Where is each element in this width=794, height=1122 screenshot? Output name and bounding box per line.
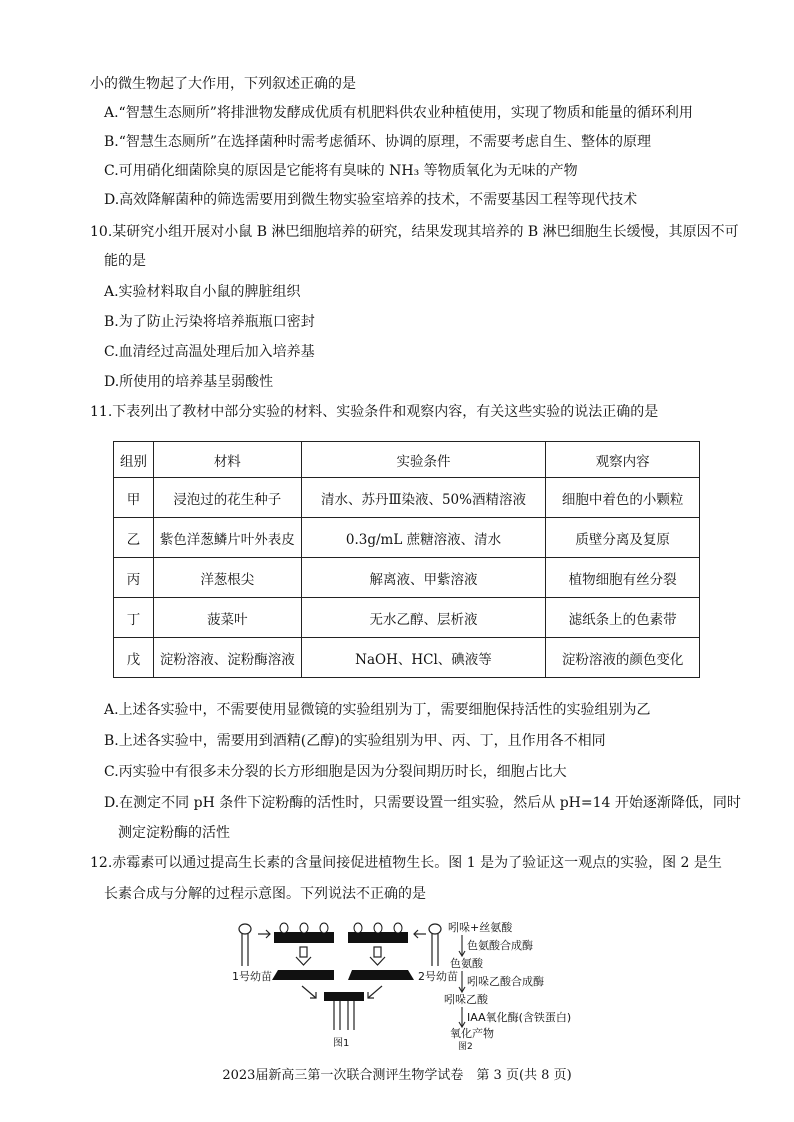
pathway-enzyme: 吲哚乙酸合成酶 bbox=[467, 975, 544, 988]
q10-option-d: D.所使用的培养基呈弱酸性 bbox=[104, 374, 274, 390]
header-group: 组别 bbox=[114, 442, 154, 478]
down-arrows bbox=[296, 947, 385, 965]
table-row bbox=[114, 558, 700, 598]
table-row bbox=[114, 518, 700, 558]
seedling-1-label: 1号幼苗 bbox=[232, 970, 272, 983]
experiment-table bbox=[113, 441, 700, 678]
figure-2-pathway bbox=[444, 920, 571, 1050]
header-condition: 实验条件 bbox=[301, 442, 546, 478]
table-cell: 洋葱根尖 bbox=[153, 558, 301, 598]
q9-stem-continuation: 小的微生物起了大作用，下列叙述正确的是 bbox=[90, 76, 356, 92]
q9-option-a: A.“智慧生态厕所”将排泄物发酵成优质有机肥料供农业种植使用，实现了物质和能量的循环利用 bbox=[104, 105, 693, 121]
pathway-step: 吲哚+丝氨酸 bbox=[448, 921, 513, 934]
figure-1-and-2 bbox=[230, 918, 590, 1050]
q11-option-d: D.在测定不同 pH 条件下淀粉酶的活性时，只需要设置一组实验，然后从 pH=14 开始逐渐降低，同时 bbox=[104, 795, 741, 811]
table-row bbox=[114, 478, 700, 518]
q9-option-d: D.高效降解菌种的筛选需要用到微生物实验室培养的技术，不需要基因工程等现代技术 bbox=[104, 192, 638, 208]
table-cell: 乙 bbox=[114, 518, 154, 558]
pathway-step: 吲哚乙酸 bbox=[444, 993, 488, 1006]
table-cell: 质壁分离及复原 bbox=[546, 518, 700, 558]
q10-option-a: A.实验材料取自小鼠的脾脏组织 bbox=[104, 284, 301, 300]
q10-stem: 10.某研究小组开展对小鼠 B 淋巴细胞培养的研究，结果发现其培养的 B 淋巴细胞生长缓慢，其原因不可 bbox=[90, 224, 739, 240]
figure-2-caption: 图2 bbox=[458, 1042, 473, 1050]
agar-block-top-left bbox=[274, 923, 334, 943]
seedling-2-drawing bbox=[414, 924, 441, 966]
table-cell: 甲 bbox=[114, 478, 154, 518]
q12-stem: 12.赤霉素可以通过提高生长素的含量间接促进植物生长。图 1 是为了验证这一观点的实验，图 2 是生 bbox=[90, 855, 722, 871]
header-material: 材料 bbox=[153, 442, 301, 478]
table-cell: 细胞中着色的小颗粒 bbox=[546, 478, 700, 518]
pathway-arrows bbox=[459, 935, 465, 1027]
table-cell: 浸泡过的花生种子 bbox=[153, 478, 301, 518]
table-row bbox=[114, 598, 700, 638]
table-cell: 菠菜叶 bbox=[153, 598, 301, 638]
table-cell: 丙 bbox=[114, 558, 154, 598]
pathway-step: 氧化产物 bbox=[450, 1027, 494, 1040]
combined-seedling bbox=[324, 992, 364, 1030]
seedling-2-label: 2号幼苗 bbox=[418, 970, 458, 983]
q10-option-c: C.血清经过高温处理后加入培养基 bbox=[104, 344, 315, 360]
pathway-enzyme: IAA氧化酶(含铁蛋白) bbox=[467, 1011, 572, 1024]
header-observation: 观察内容 bbox=[546, 442, 700, 478]
q10-option-b: B.为了防止污染将培养瓶瓶口密封 bbox=[104, 314, 315, 330]
q9-option-c: C.可用硝化细菌除臭的原因是它能将有臭味的 NH₃ 等物质氧化为无味的产物 bbox=[104, 163, 578, 179]
table-cell: 清水、苏丹Ⅲ染液、50%酒精溶液 bbox=[301, 478, 546, 518]
agar-block-top-right bbox=[348, 923, 408, 943]
table-cell: NaOH、HCl、碘液等 bbox=[301, 638, 546, 678]
q11-stem: 11.下表列出了教材中部分实验的材料、实验条件和观察内容，有关这些实验的说法正确的是 bbox=[90, 404, 659, 420]
table-cell: 植物细胞有丝分裂 bbox=[546, 558, 700, 598]
table-cell: 紫色洋葱鳞片叶外表皮 bbox=[153, 518, 301, 558]
figure-1-caption: 图1 bbox=[333, 1038, 350, 1049]
table-cell: 淀粉溶液、淀粉酶溶液 bbox=[153, 638, 301, 678]
table-row bbox=[114, 638, 700, 678]
agar-block-bottom bbox=[272, 970, 414, 980]
q11-option-c: C.丙实验中有很多未分裂的长方形细胞是因为分裂间期历时长，细胞占比大 bbox=[104, 764, 567, 780]
table-cell: 解离液、甲紫溶液 bbox=[301, 558, 546, 598]
page-footer: 2023届新高三第一次联合测评生物学试卷 第 3 页(共 8 页) bbox=[222, 1068, 572, 1083]
table-cell: 0.3g/mL 蔗糖溶液、清水 bbox=[301, 518, 546, 558]
table-cell: 无水乙醇、层析液 bbox=[301, 598, 546, 638]
table-cell: 戊 bbox=[114, 638, 154, 678]
q12-stem-line2: 长素合成与分解的过程示意图。下列说法不正确的是 bbox=[104, 886, 426, 902]
q9-option-b: B.“智慧生态厕所”在选择菌种时需考虑循环、协调的原理，不需要考虑自生、整体的原理 bbox=[104, 134, 652, 150]
q11-option-d-line2: 测定淀粉酶的活性 bbox=[118, 825, 230, 841]
table-cell: 丁 bbox=[114, 598, 154, 638]
q11-option-b: B.上述各实验中，需要用到酒精(乙醇)的实验组别为甲、丙、丁，且作用各不相同 bbox=[104, 733, 606, 749]
q11-option-a: A.上述各实验中，不需要使用显微镜的实验组别为丁，需要细胞保持活性的实验组别为乙 bbox=[104, 702, 651, 718]
q10-stem-line2: 能的是 bbox=[104, 253, 146, 269]
table-header-row bbox=[114, 442, 700, 478]
pathway-enzyme: 色氨酸合成酶 bbox=[467, 939, 533, 952]
pathway-step: 色氨酸 bbox=[450, 957, 483, 970]
seedling-1-drawing bbox=[239, 924, 270, 966]
table-cell: 淀粉溶液的颜色变化 bbox=[546, 638, 700, 678]
table-cell: 滤纸条上的色素带 bbox=[546, 598, 700, 638]
